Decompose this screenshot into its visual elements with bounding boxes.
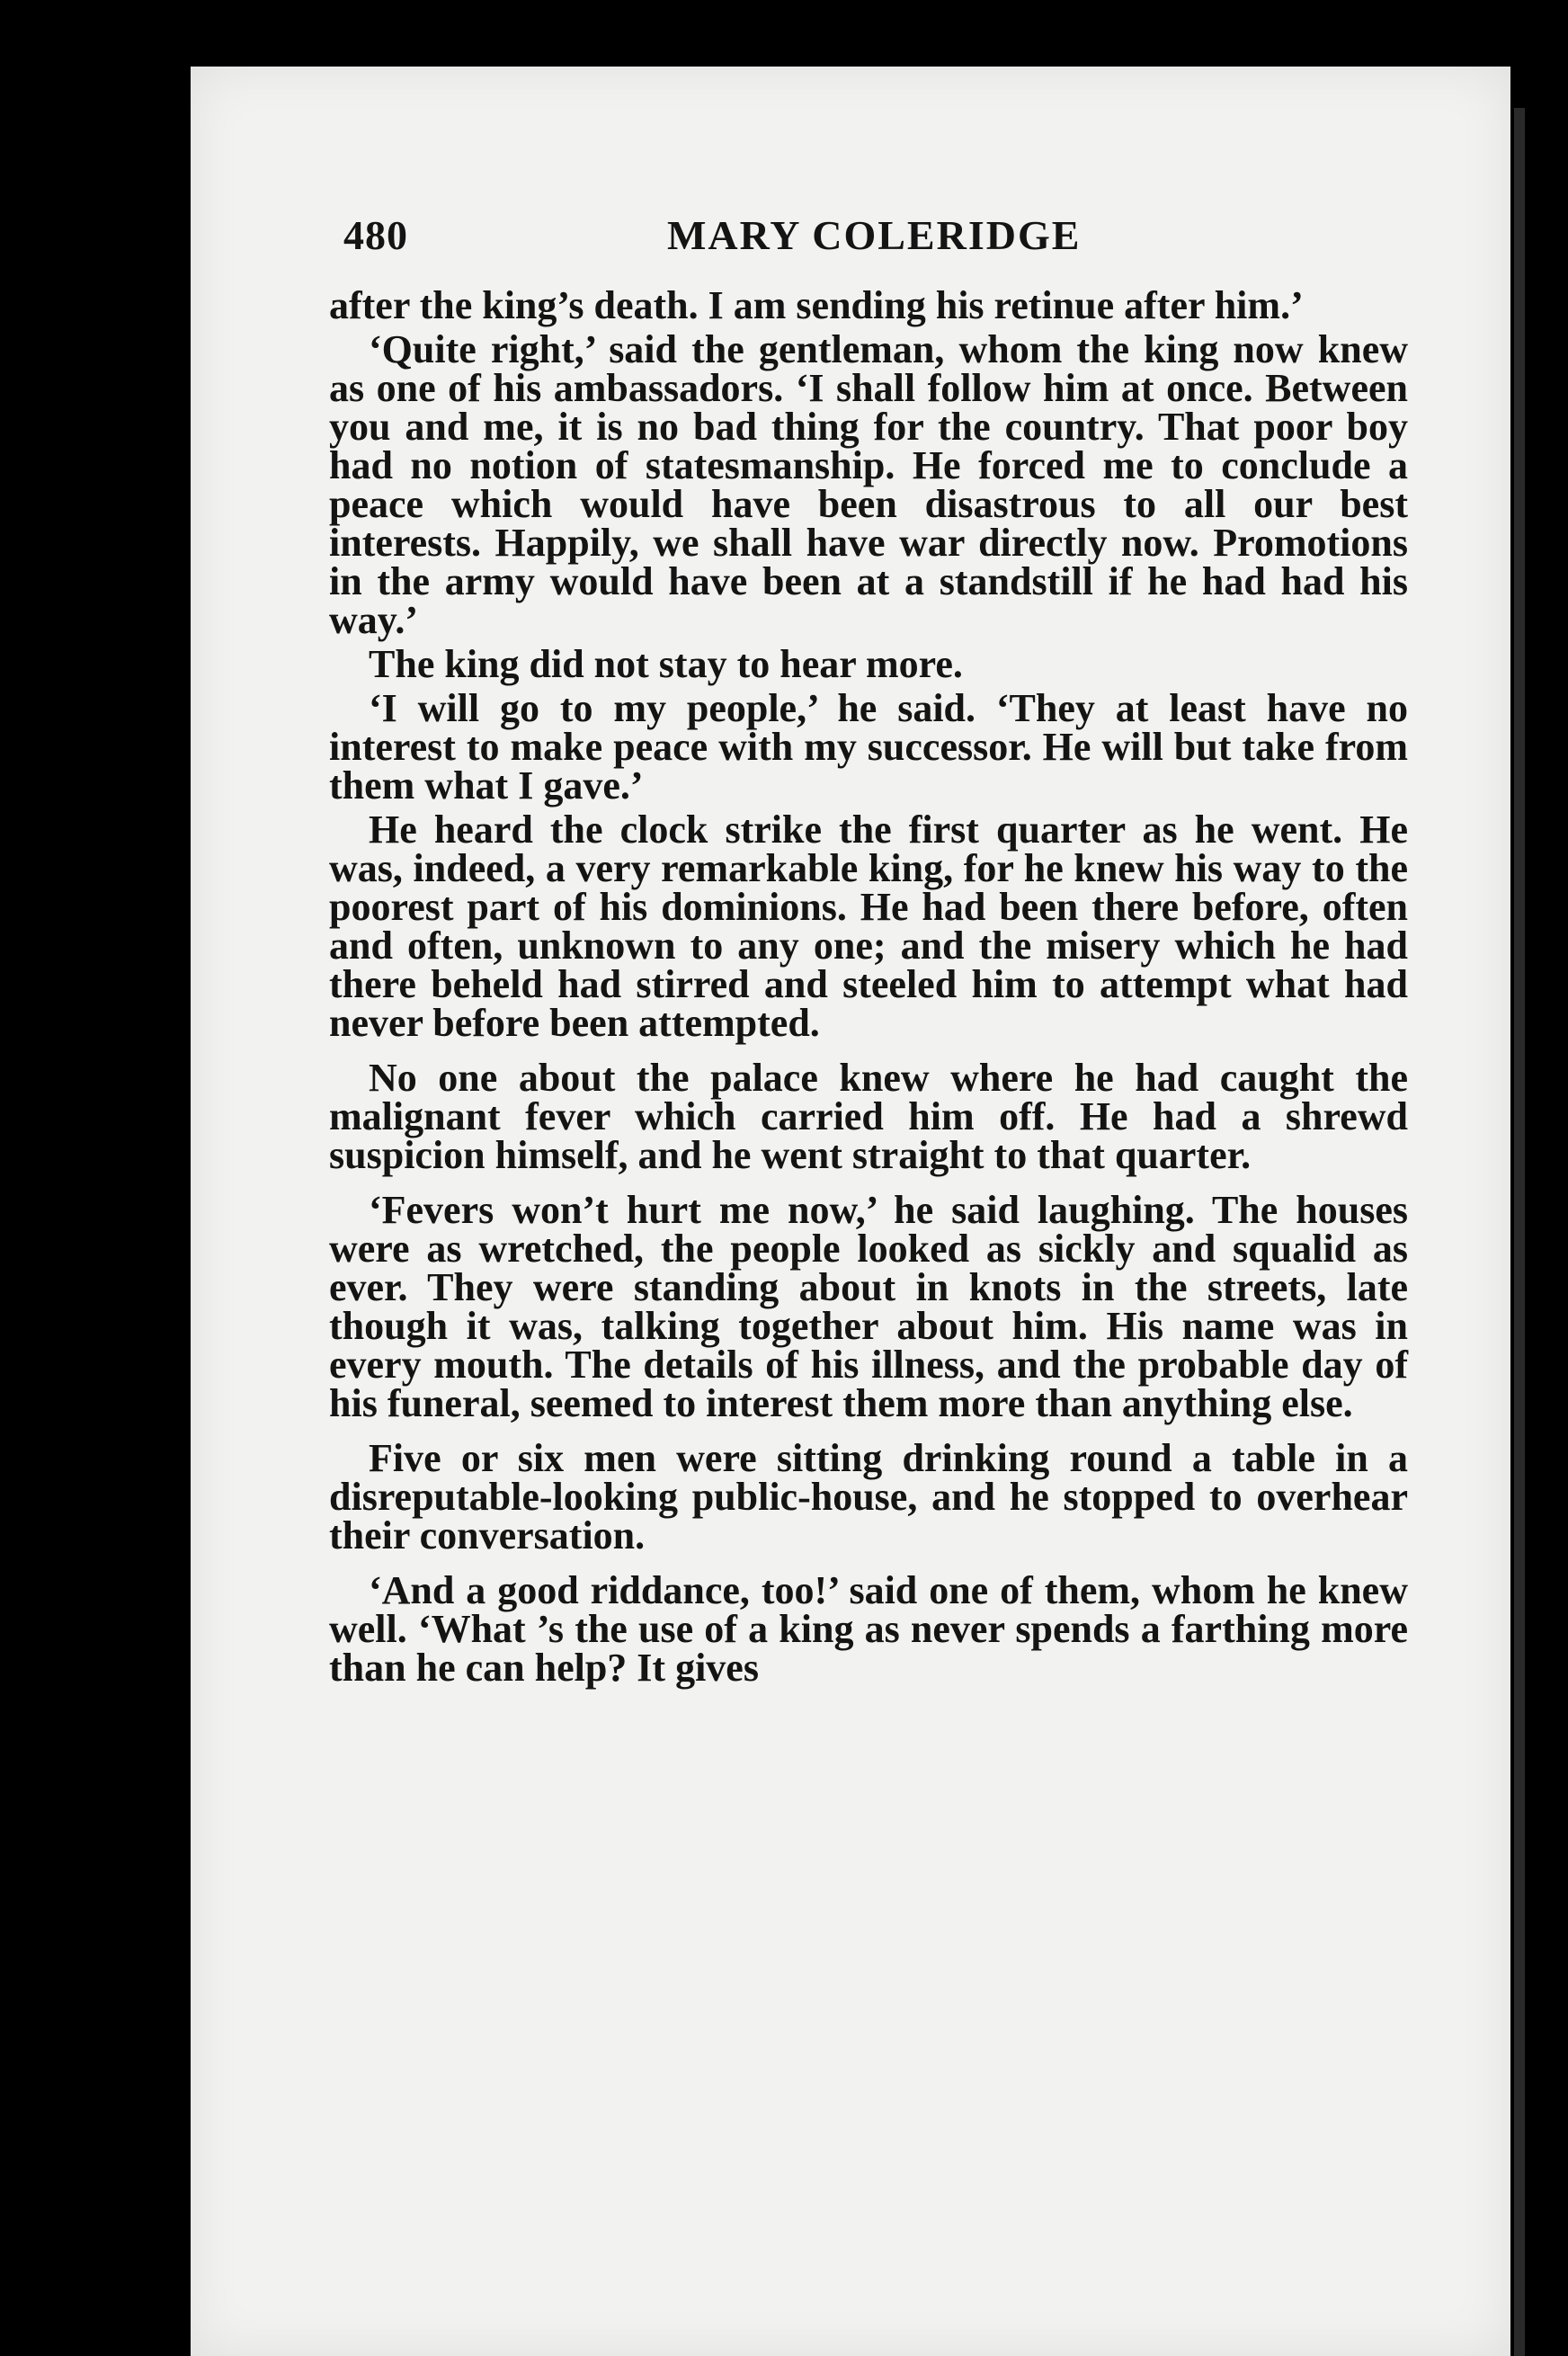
paragraph: ‘I will go to my people,’ he said. ‘They at least have no interest to make peace with my successor. He will but take from them what I gave.’ bbox=[329, 686, 1408, 808]
body-text bbox=[329, 283, 1408, 1692]
paragraph: ‘Fevers won’t hurt me now,’ he said laughing. The houses were as wretched, the people looked as sickly and squalid as ever. They were standing about in knots in the streets, late though it was, talking together about him. His name was in every mouth. The details of his illness, and the probable day of his funeral, seemed to interest them more than anything else. bbox=[329, 1188, 1408, 1425]
paragraph: Five or six men were sitting drinking round a table in a disreputable-looking public-house, and he stopped to overhear their conversation. bbox=[329, 1436, 1408, 1557]
paragraph: ‘Quite right,’ said the gentleman, whom the king now knew as one of his ambassadors. ‘I shall follow him at once. Between you and me, it is no bad thing for the country. That poor boy had no notion of statesmanship. He forced me to conclude a peace which would have been disastrous to all our best interests. Happily, we shall have war directly now. Promotions in the army would have been at a standstill if he had had his way.’ bbox=[329, 327, 1408, 642]
book-spine-edge bbox=[1514, 108, 1525, 2356]
running-title: MARY COLERIDGE bbox=[667, 212, 1082, 258]
paragraph-continued: after the king’s death. I am sending his retinue after him.’ bbox=[329, 283, 1304, 327]
paragraph: He heard the clock strike the first quarter as he went. He was, indeed, a very remarkable king, for he knew his way to the poorest part of his dominions. He had been there before, often and often, unknown to any one; and the misery which he had there beheld had stirred and steeled him to attempt what had never before been attempted. bbox=[329, 808, 1408, 1045]
paragraph: The king did not stay to hear more. bbox=[369, 642, 963, 686]
paragraph: No one about the palace knew where he had caught the malignant fever which carried him off. He had a shrewd suspicion himself, and he went straight to that quarter. bbox=[329, 1056, 1408, 1177]
page-number: 480 bbox=[343, 212, 408, 258]
paragraph: ‘And a good riddance, too!’ said one of them, whom he knew well. ‘What ’s the use of a king as never spends a farthing more than he can help? It gives bbox=[329, 1568, 1408, 1690]
